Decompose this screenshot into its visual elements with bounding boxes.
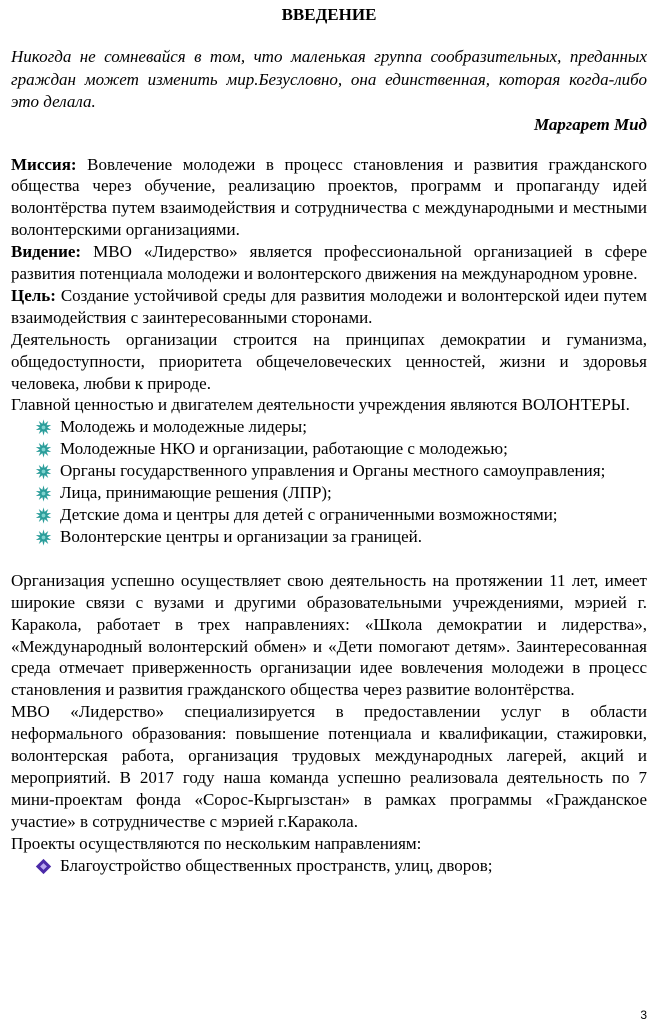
- list-item: [35, 416, 647, 438]
- diamond-bullet-icon: [35, 858, 52, 875]
- list-item: [35, 526, 647, 548]
- page-number: 3: [640, 1008, 647, 1022]
- list-item: [35, 460, 647, 482]
- star-bullet-icon: [35, 463, 52, 480]
- goal-text: Создание устойчивой среды для развития молодежи и волонтерской идеи путем взаимодействия с заинтересованными сторонами.: [11, 285, 647, 327]
- epigraph-quote: Никогда не сомневайся в том, что маленькая группа сообразительных, преданных граждан может изменить мир.Безусловно, она единственная, которая когда-либо это делала.: [11, 47, 647, 111]
- list-item-text: Молодежь и молодежные лидеры;: [60, 417, 307, 437]
- page-title: ВВЕДЕНИЕ: [281, 5, 377, 24]
- star-bullet-icon: [35, 441, 52, 458]
- list-item-text: Молодежные НКО и организации, работающие с молодежью;: [60, 439, 508, 459]
- list-item: [35, 438, 647, 460]
- star-bullet-icon: [35, 485, 52, 502]
- star-bullet-icon: [35, 419, 52, 436]
- vision-text: МВО «Лидерство» является профессиональной организацией в сфере развития потенциала молодежи и волонтерского движения на международном уровне.: [11, 242, 647, 284]
- mission-paragraph: [11, 154, 647, 242]
- vision-label: Видение:: [11, 242, 82, 262]
- principles-paragraph: Деятельность организации строится на принципах демократии и гуманизма, общедоступности, приоритета общечеловеческих ценностей, жизни и здоровья человека, любви к природе.: [11, 329, 647, 393]
- values-intro-paragraph: Главной ценностью и двигателем деятельности учреждения являются ВОЛОНТЕРЫ.: [11, 395, 630, 415]
- list-item-text: Волонтерские центры и организации за границей.: [60, 526, 422, 546]
- list-item: [35, 504, 647, 526]
- list-item-text: Органы государственного управления и Органы местного самоуправления;: [60, 461, 606, 481]
- volunteer-groups-list: [11, 416, 647, 547]
- project-directions-list: [11, 855, 647, 877]
- services-paragraph: МВО «Лидерство» специализируется в предоставлении услуг в области неформального образования: повышение потенциала и квалификации, стажировки, волонтерская работа, организация трудовых международных лагерей, акций и мероприятий. В 2017 году наша команда успешно реализовала деятельность по 7 мини-проектам фонда «Сорос-Кыргызстан» в рамках программы «Гражданское участие» в сотрудничестве с мэрией г.Каракола.: [11, 702, 647, 831]
- mission-text: Вовлечение молодежи в процесс становления и развития гражданского общества через обучение, реализацию проектов, программ и пропаганду идей волонтёрства путем взаимодействия и сотрудничества с международными и местными волонтерскими организациями.: [11, 154, 647, 240]
- list-item-text: Детские дома и центры для детей с ограниченными возможностями;: [60, 505, 558, 524]
- list-item-text: Лица, принимающие решения (ЛПР);: [60, 483, 332, 503]
- goal-label: Цель:: [11, 285, 56, 305]
- star-bullet-icon: [35, 529, 52, 546]
- list-item-text: Благоустройство общественных пространств, улиц, дворов;: [60, 855, 493, 875]
- epigraph-author: Маргарет Мид: [534, 114, 647, 134]
- projects-intro-paragraph: Проекты осуществляются по нескольким направлениям:: [11, 833, 422, 853]
- mission-label: Миссия:: [11, 154, 77, 174]
- list-item: [35, 482, 647, 504]
- history-paragraph: Организация успешно осуществляет свою деятельность на протяжении 11 лет, имеет широкие связи с вузами и другими образовательными учреждениями, мэрией г. Каракола, работает в трех направлениях: «Школа демократии и лидерства», «Международный волонтерский обмен» и «Дети помогают детям». Заинтересованная среда отмечает приверженность организации идее вовлечения молодежи в процесс становления и развития гражданского общества через развитие волонтёрства.: [11, 570, 647, 700]
- list-item: [35, 855, 647, 877]
- star-bullet-icon: [35, 507, 52, 524]
- paragraph-gap: [11, 548, 647, 570]
- goal-paragraph: [11, 285, 647, 329]
- vision-paragraph: [11, 241, 647, 285]
